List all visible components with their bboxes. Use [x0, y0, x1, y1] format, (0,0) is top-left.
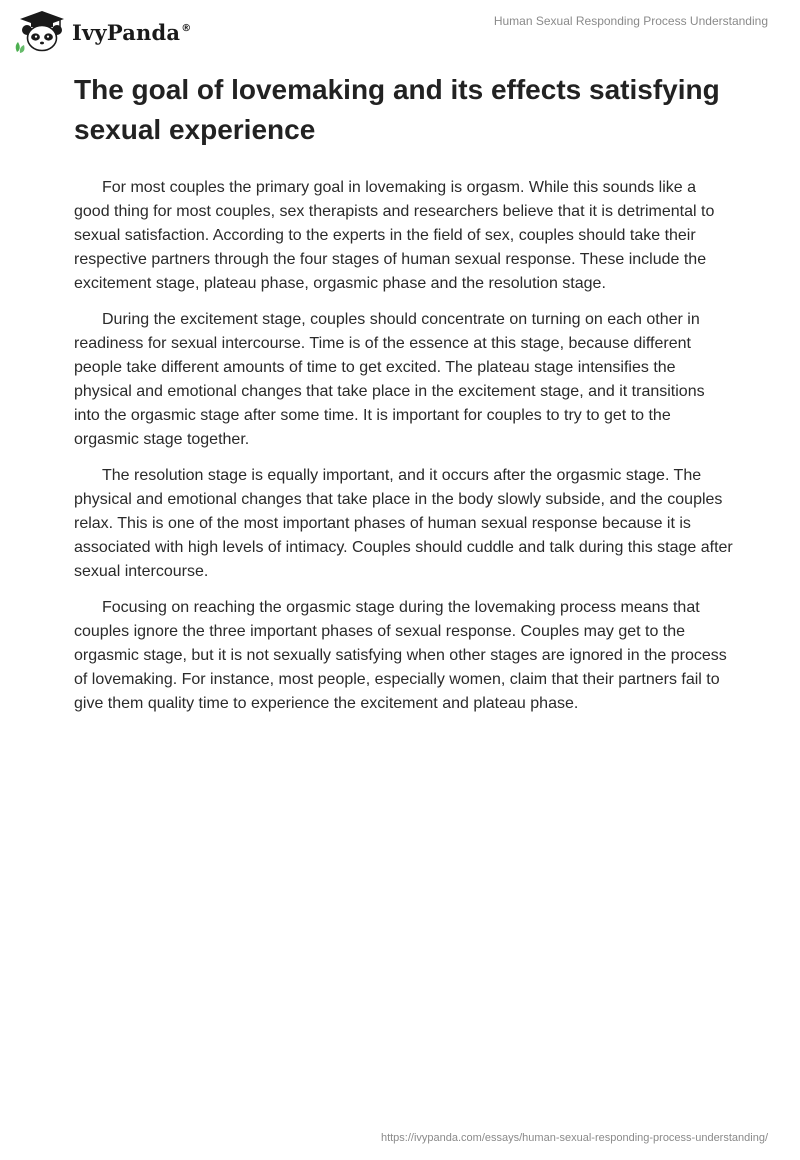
paragraph: Focusing on reaching the orgasmic stage during the lovemaking process means that couples ignore the three important phases of sexual response. Couples may get to the orgasmic stage, but it is not sexually satisfying when other stages are ignored in the process of lovemaking. For instance, most people, especially women, claim that their partners fail to give them quality time to experience the excitement and plateau phase.: [74, 599, 727, 712]
page-header: [0, 0, 800, 60]
paragraph: For most couples the primary goal in lovemaking is orgasm. While this sounds like a good thing for most couples, sex therapists and researchers believe that it is detrimental to sexual satisfaction. According to the experts in the field of sex, couples should take their respective partners through the four stages of human sexual response. These include the excitement stage, plateau phase, orgasmic phase and the resolution stage.: [74, 179, 715, 292]
article: [74, 70, 734, 728]
paragraph: During the excitement stage, couples should concentrate on turning on each other in readiness for sexual intercourse. Time is of the essence at this stage, because different people take different amounts of time to get excited. The plateau stage intensifies the physical and emotional changes that take place in the excitement stage, and it transitions into the orgasmic stage after some time. It is important for couples to try to get to the orgasmic stage together.: [74, 311, 705, 448]
brand-name: IvyPanda®: [72, 19, 192, 45]
paragraph: The resolution stage is equally important, and it occurs after the orgasmic stage. The physical and emotional changes that take place in the body slowly subside, and the couples relax. This is one of the most important phases of human sexual response because it is associated with high levels of intimacy. Couples should cuddle and talk during this stage after sexual intercourse.: [74, 467, 733, 580]
page-title: The goal of lovemaking and its effects satisfying sexual experience: [74, 74, 720, 145]
panda-graduate-icon: [14, 8, 66, 54]
brand-logo[interactable]: [14, 8, 191, 54]
registered-mark: ®: [181, 22, 192, 34]
source-url-link[interactable]: https://ivypanda.com/essays/human-sexual-responding-process-understanding/: [380, 1132, 768, 1144]
running-title: Human Sexual Responding Process Understanding: [493, 14, 768, 28]
